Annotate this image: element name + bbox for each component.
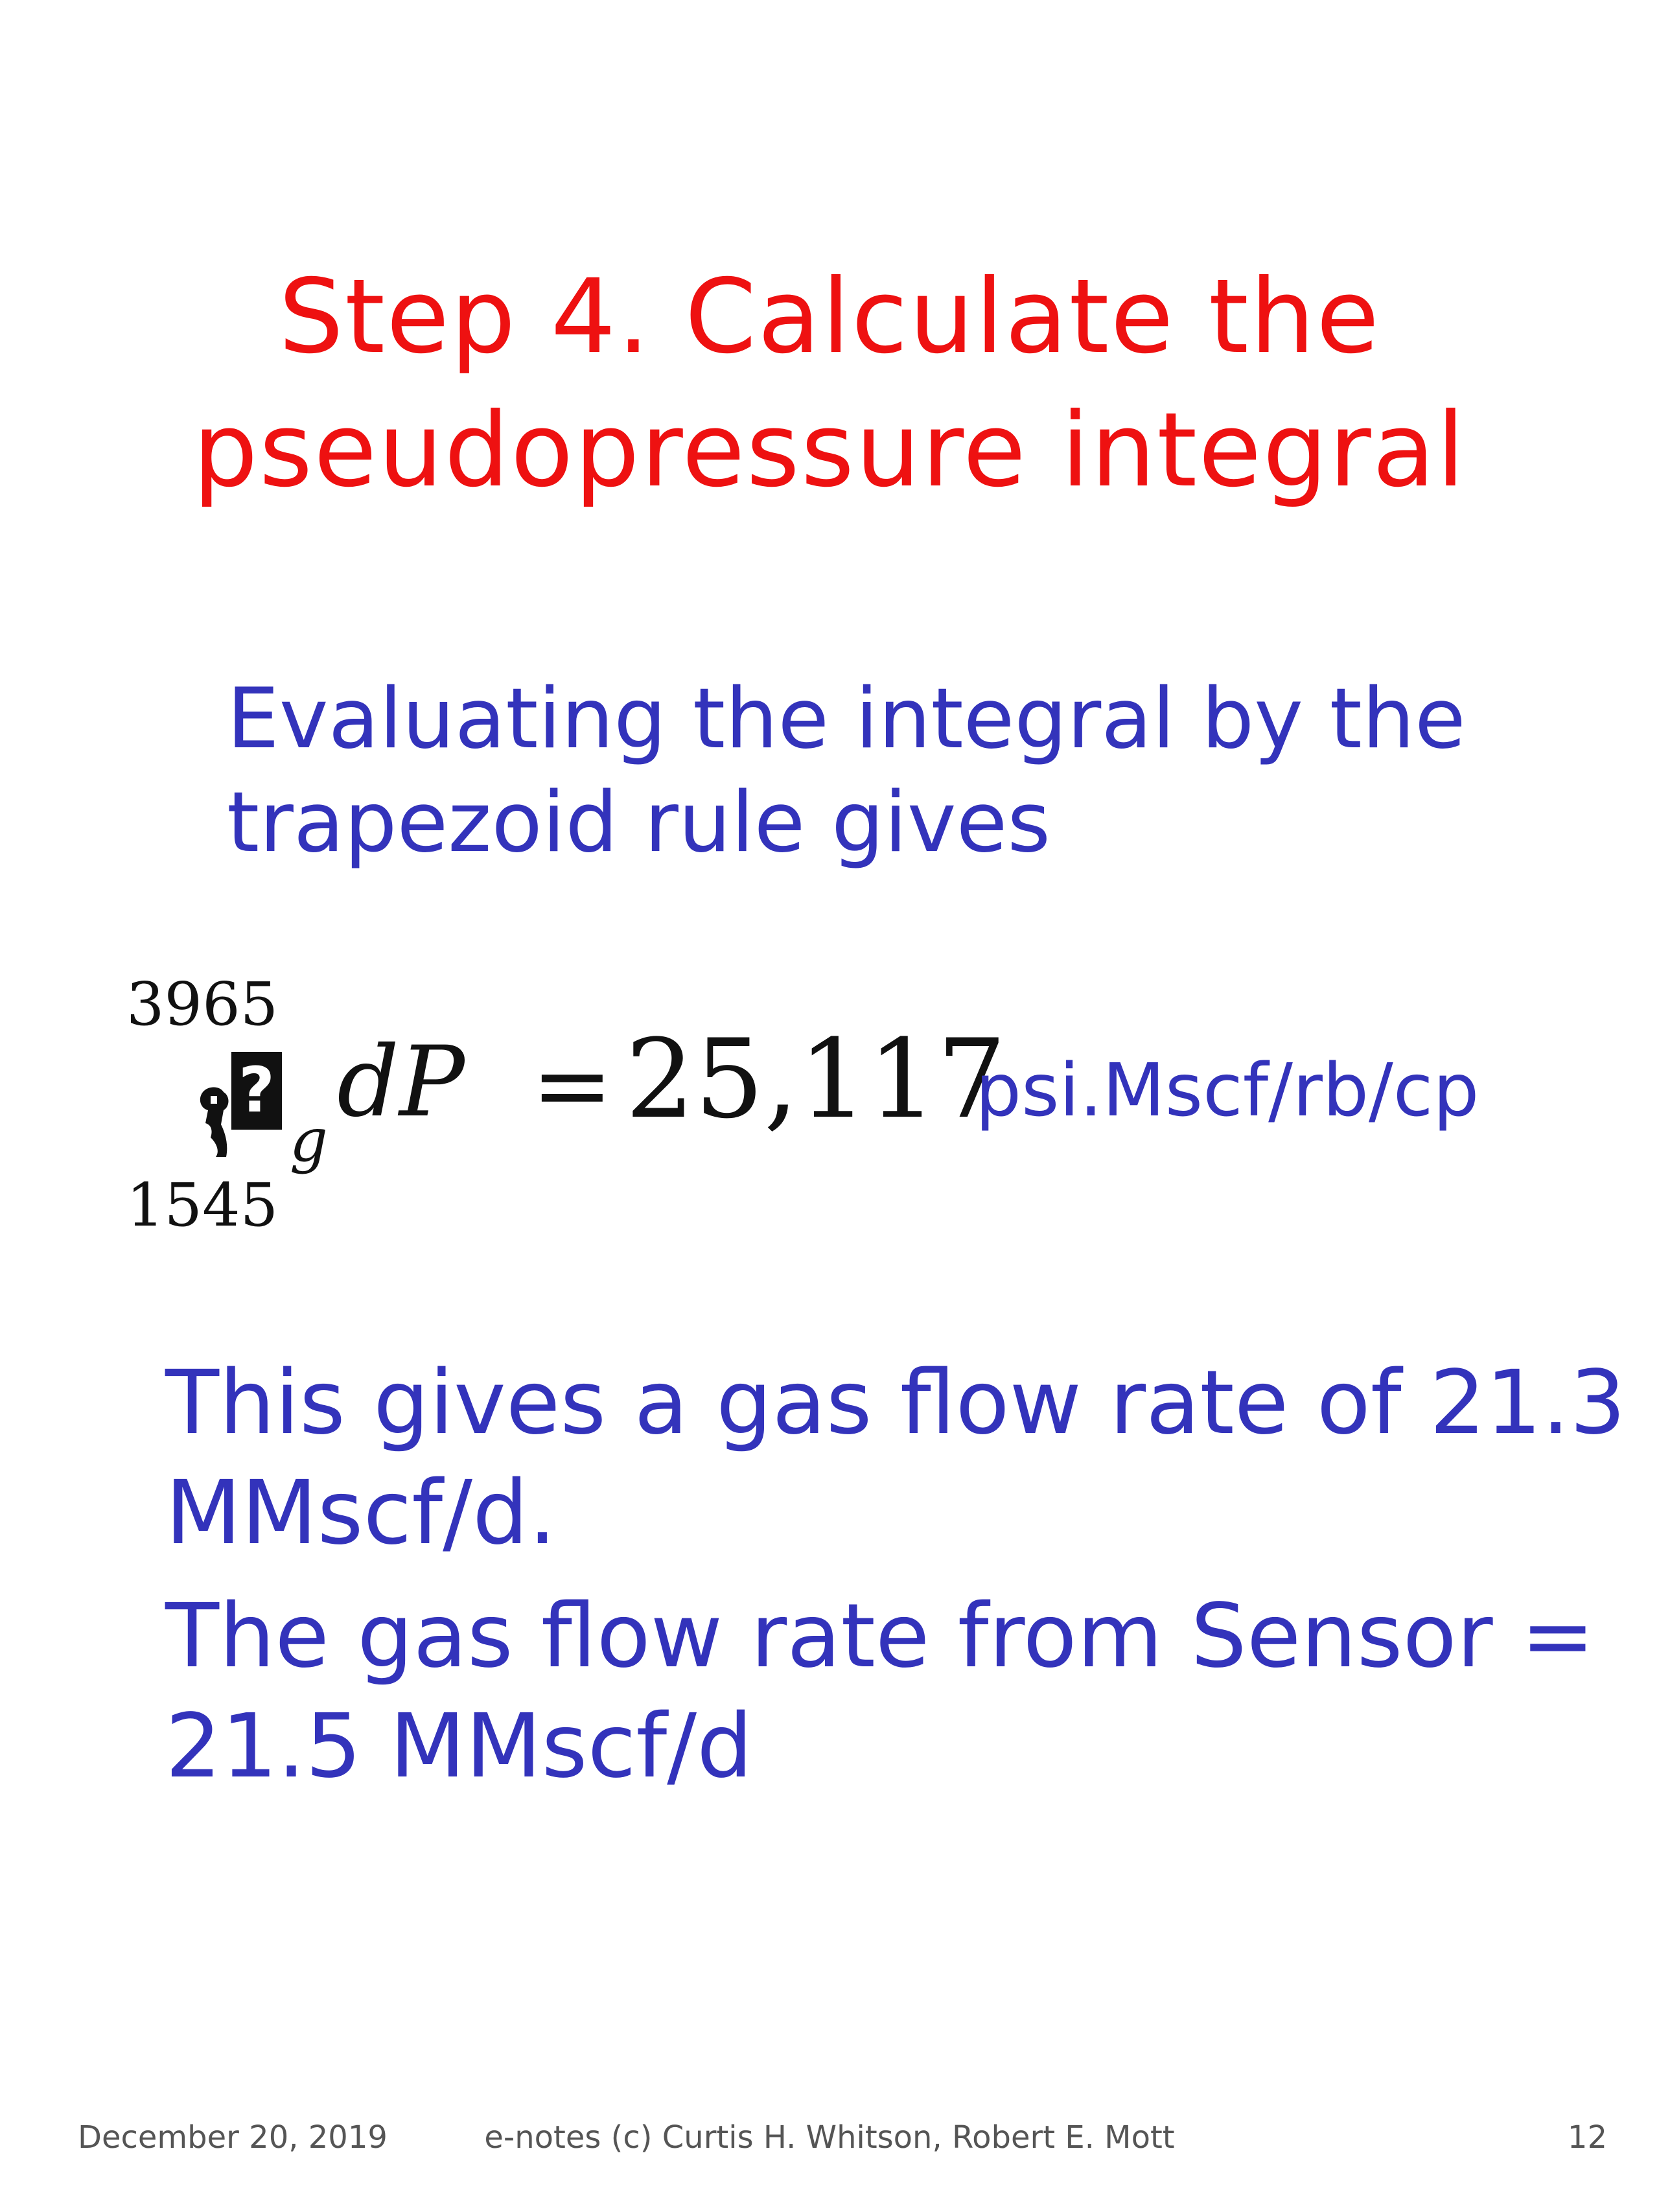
sensor-flow-rate xyxy=(165,1581,1595,1802)
slide-title xyxy=(0,250,1659,517)
upper-limit: 3965 xyxy=(126,970,279,1039)
sensor-line-2: 21.5 MMscf/d xyxy=(165,1695,753,1798)
broken-equation-glyph-icon xyxy=(191,1047,288,1160)
intro-line-1: Evaluating the integral by the xyxy=(227,671,1466,767)
title-line-1: Step 4. Calculate the xyxy=(278,257,1381,377)
title-line-2: pseudopressure integral xyxy=(192,391,1467,510)
equals-sign: = xyxy=(531,1029,613,1142)
svg-text:?: ? xyxy=(238,1054,275,1126)
differential-dp: dP xyxy=(337,1026,465,1139)
computed-flow-rate xyxy=(165,1348,1626,1568)
computed-line-1: This gives a gas flow rate of 21.3 xyxy=(165,1352,1626,1454)
lower-limit: 1545 xyxy=(126,1170,279,1240)
sensor-line-1: The gas flow rate from Sensor = xyxy=(165,1585,1595,1688)
intro-line-2: trapezoid rule gives xyxy=(227,774,1050,871)
footer-date: December 20, 2019 xyxy=(78,2119,388,2156)
intro-text xyxy=(227,668,1466,875)
footer-credit: e-notes (c) Curtis H. Whitson, Robert E. Mott xyxy=(484,2119,1175,2156)
subscript-g: g xyxy=(290,1106,328,1175)
integral-value: 25,117 xyxy=(625,1016,1006,1143)
integral-units: psi.Mscf/rb/cp xyxy=(975,1049,1479,1133)
computed-line-2: MMscf/d. xyxy=(165,1462,557,1565)
page-number: 12 xyxy=(1567,2119,1607,2156)
